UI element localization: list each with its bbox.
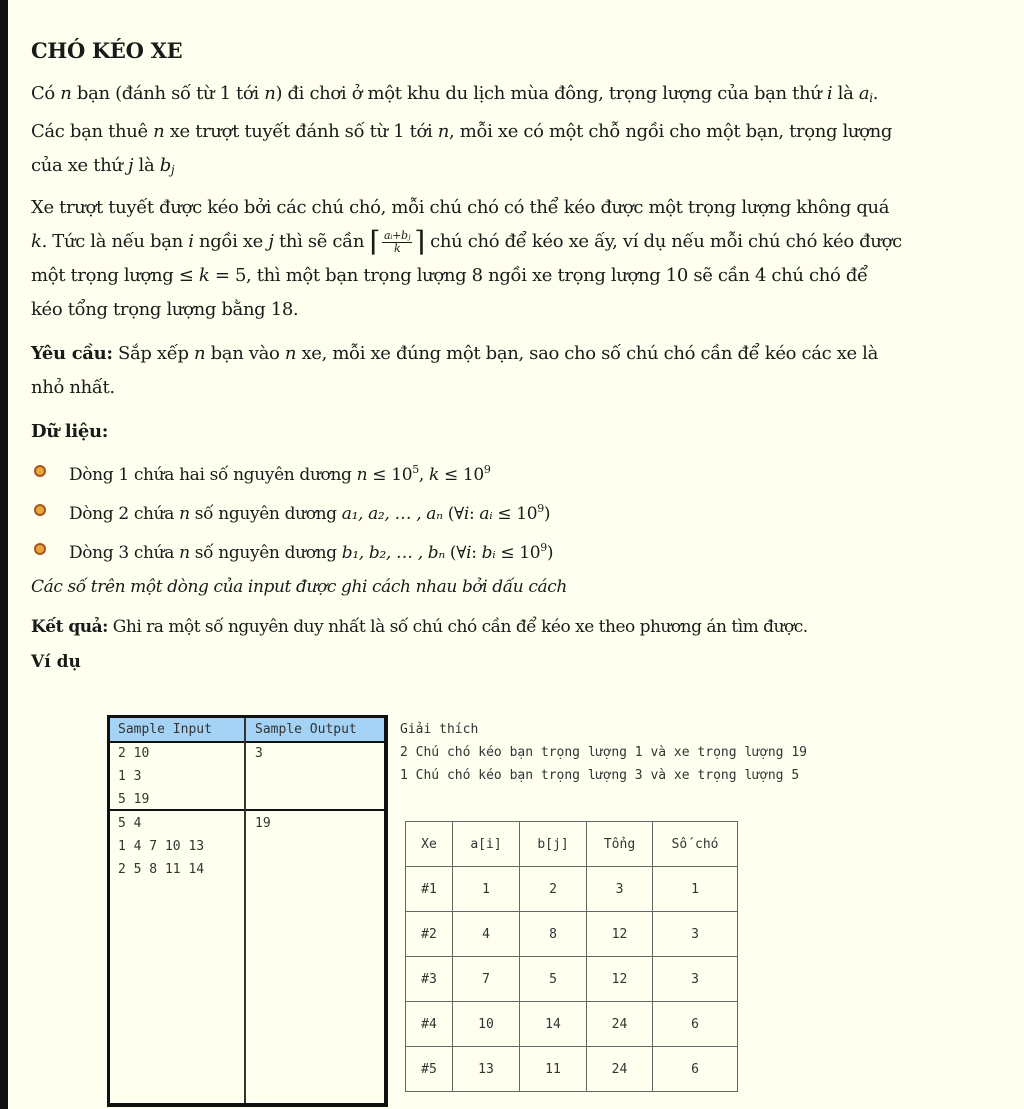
text: chú chó để kéo xe ấy, ví dụ nếu mỗi chú chó kéo được [424, 231, 902, 252]
text: kéo tổng trọng lượng bằng 18. [31, 299, 299, 320]
cell-sum: 12 [587, 957, 653, 1002]
table-header-row [406, 822, 738, 867]
text: Xe trượt tuyết được kéo bởi các chú chó, mỗi chú chó có thể kéo được một trọng lượng không quá [31, 197, 890, 218]
explanation-line: 2 Chú chó kéo bạn trọng lượng 1 và xe trọng lượng 19 [400, 745, 807, 760]
math-sup: 9 [537, 502, 544, 515]
cell-dogs: 6 [653, 1002, 738, 1047]
math: i [466, 543, 472, 563]
sample-input-2: 5 4 1 4 7 10 13 2 5 8 11 14 [118, 816, 205, 877]
fraction-numerator: aᵢ+bⱼ [384, 228, 411, 242]
table-row [406, 957, 738, 1002]
text: nhỏ nhất. [31, 377, 115, 398]
math-sub: j [170, 163, 175, 177]
text: (∀ [444, 543, 467, 563]
table-row [406, 867, 738, 912]
example-label: Ví dụ [31, 652, 81, 672]
math-a: a [858, 83, 870, 104]
header-a: a[i] [453, 822, 520, 867]
header-sum: Tổng [587, 822, 653, 867]
text: xe, mỗi xe đúng một bạn, sao cho số chú chó cần để kéo các xe là [296, 343, 878, 364]
math: n [356, 465, 368, 485]
cell-b: 2 [520, 867, 587, 912]
text: , [418, 465, 429, 485]
sample-output-header: Sample Output [255, 722, 357, 737]
sample-input-1: 2 10 1 3 5 19 [118, 746, 150, 807]
problem-title: CHÓ KÉO XE [31, 38, 183, 63]
sample-input-header: Sample Input [118, 722, 212, 737]
explanation [400, 718, 807, 787]
math-n: n [153, 121, 165, 142]
math: n [179, 504, 190, 524]
table-row [406, 1002, 738, 1047]
dog-paragraph [31, 191, 991, 327]
fraction-denominator: k [393, 241, 401, 255]
text: Sắp xếp [112, 343, 195, 364]
header-dogs: Số chó [653, 822, 738, 867]
text: Dòng 3 chứa [69, 543, 180, 563]
math-n: n [284, 343, 297, 364]
cell-dogs: 3 [653, 957, 738, 1002]
text: = 5, thì một bạn trọng lượng 8 ngồi xe trọng lượng 10 sẽ cần 4 chú chó để [209, 265, 868, 286]
text: một trọng lượng ≤ [31, 265, 199, 286]
list-item [31, 492, 991, 531]
math: a₁, a₂, … , aₙ [341, 504, 443, 524]
requirement-label: Yêu cầu: [31, 343, 113, 364]
cell-sum: 24 [587, 1047, 653, 1092]
cell-b: 8 [520, 912, 587, 957]
output-paragraph [31, 610, 991, 644]
text: ) đi chơi ở một khu du lịch mùa đông, trọng lượng của bạn thứ [275, 83, 827, 104]
assignment-table [405, 821, 738, 1092]
math: aᵢ [479, 504, 493, 524]
cell-xe: #5 [406, 1047, 453, 1092]
header-xe: Xe [406, 822, 453, 867]
math-b: b [159, 155, 171, 176]
math-sup: 5 [412, 463, 419, 476]
cell-a: 1 [453, 867, 520, 912]
math-i: i [188, 231, 194, 252]
input-note: Các số trên một dòng của input được ghi cách nhau bởi dấu cách [31, 577, 567, 597]
bullet-icon [34, 504, 46, 516]
cell-a: 13 [453, 1047, 520, 1092]
text: thì sẽ cần [273, 231, 370, 252]
text: ≤ 10 [495, 543, 541, 563]
math-n: n [264, 83, 276, 104]
cell-b: 14 [520, 1002, 587, 1047]
text: ngồi xe [193, 231, 269, 252]
cell-xe: #4 [406, 1002, 453, 1047]
cell-dogs: 6 [653, 1047, 738, 1092]
input-section-label: Dữ liệu: [31, 421, 109, 442]
math: i [463, 504, 469, 524]
cell-b: 5 [520, 957, 587, 1002]
input-spec-list [31, 453, 991, 570]
header-b: b[j] [520, 822, 587, 867]
cell-xe: #1 [406, 867, 453, 912]
list-item [31, 531, 991, 570]
text: là [133, 155, 160, 176]
table-row [406, 1047, 738, 1092]
text: Dòng 1 chứa hai số nguyên dương [69, 465, 357, 485]
requirement-paragraph [31, 337, 991, 405]
text: : [471, 543, 482, 563]
text: . [872, 83, 879, 104]
row-divider [110, 809, 384, 811]
text: xe trượt tuyết đánh số từ 1 tới [164, 121, 438, 142]
table-row [406, 912, 738, 957]
text: ) [546, 543, 554, 563]
cell-sum: 12 [587, 912, 653, 957]
text: số nguyên dương [189, 543, 342, 563]
page-left-edge [0, 0, 8, 1109]
cell-sum: 24 [587, 1002, 653, 1047]
cell-a: 7 [453, 957, 520, 1002]
text: ≤ 10 [492, 504, 538, 524]
text: Có [31, 83, 61, 104]
bullet-icon [34, 465, 46, 477]
column-divider [244, 718, 246, 1103]
text: Ghi ra một số nguyên duy nhất là số chú chó cần để kéo xe theo phương án tìm được. [107, 617, 808, 637]
cell-b: 11 [520, 1047, 587, 1092]
text: bạn (đánh số từ 1 tới [71, 83, 265, 104]
math-j: j [268, 231, 274, 252]
cell-sum: 3 [587, 867, 653, 912]
cell-dogs: 1 [653, 867, 738, 912]
text: ) [543, 504, 551, 524]
cell-dogs: 3 [653, 912, 738, 957]
math-sup: 9 [540, 541, 547, 554]
intro-paragraph [31, 77, 991, 187]
math-i: i [826, 83, 833, 104]
math: n [179, 543, 190, 563]
text: Các bạn thuê [31, 121, 154, 142]
output-label: Kết quả: [31, 617, 108, 637]
explanation-title: Giải thích [400, 722, 479, 737]
fraction [382, 230, 412, 255]
math: k [428, 465, 439, 485]
math-n: n [194, 343, 206, 364]
cell-xe: #2 [406, 912, 453, 957]
sample-output-2: 19 [255, 816, 271, 831]
sample-io-table [107, 715, 388, 1107]
math-k: k [31, 231, 42, 252]
ceil-left-bracket: ⌈ [369, 225, 381, 258]
math: b₁, b₂, … , bₙ [341, 543, 445, 563]
math-sup: 9 [483, 463, 491, 476]
text: Dòng 2 chứa [69, 504, 180, 524]
text: của xe thứ [31, 155, 128, 176]
cell-a: 4 [453, 912, 520, 957]
text: là [832, 83, 859, 104]
math-n: n [437, 121, 449, 142]
math-k: k [198, 265, 210, 286]
text: ≤ 10 [367, 465, 413, 485]
math-n: n [60, 83, 72, 104]
text: (∀ [442, 504, 464, 524]
list-item [31, 453, 991, 492]
cell-xe: #3 [406, 957, 453, 1002]
text: ≤ 10 [438, 465, 484, 485]
math-sub: i [869, 91, 873, 105]
bullet-icon [34, 543, 46, 555]
text: số nguyên dương [189, 504, 342, 524]
problem-statement [31, 30, 991, 672]
math-j: j [127, 155, 134, 176]
sample-output-1: 3 [255, 746, 263, 761]
text: : [468, 504, 480, 524]
ceil-right-bracket: ⌉ [414, 225, 425, 258]
text: . Tức là nếu bạn [41, 231, 189, 252]
text: bạn vào [205, 343, 285, 364]
explanation-line: 1 Chú chó kéo bạn trọng lượng 3 và xe trọng lượng 5 [400, 768, 800, 783]
math: bᵢ [481, 543, 496, 563]
text: , mỗi xe có một chỗ ngồi cho một bạn, trọng lượng [448, 121, 893, 142]
cell-a: 10 [453, 1002, 520, 1047]
